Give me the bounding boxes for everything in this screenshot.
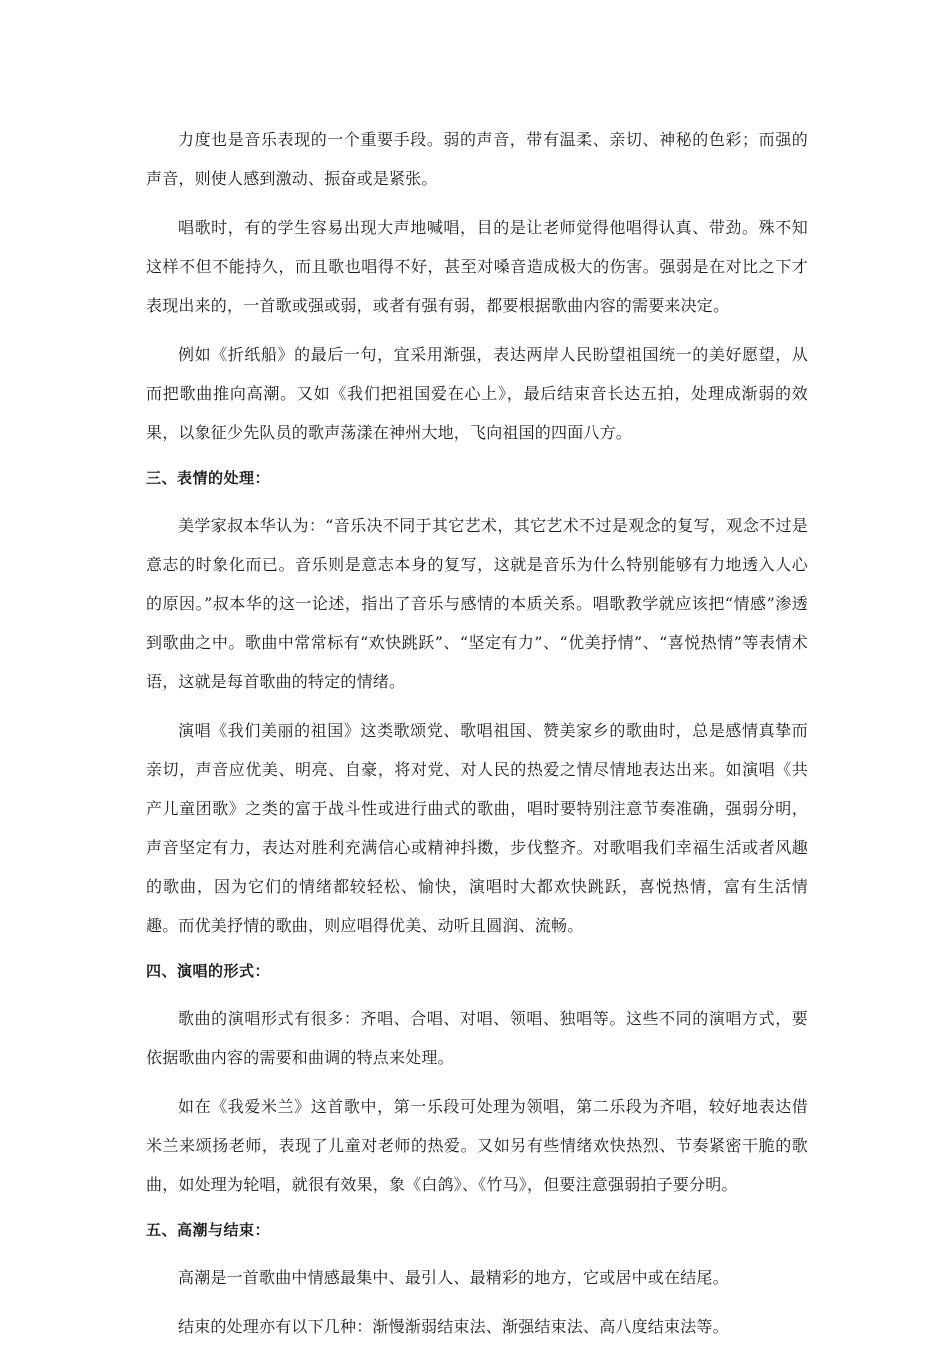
paragraph-schopenhauer: 美学家叔本华认为：“音乐决不同于其它艺术，其它艺术不过是观念的复写，观念不过是意志的时象化而已。音乐则是意志本身的复写，这就是音乐为什么特别能够有力地透入人心的原因。”叔本华的这一论述，指出了音乐与感情的本质关系。唱歌教学就应该把“情感”渗透到歌曲之中。歌曲中常常标有“欢快跳跃”、“坚定有力”、“优美抒情”、“喜悦热情”等表情术语，这就是每首歌曲的特定的情绪。 [146, 516, 808, 691]
paragraph-song-emotions: 演唱《我们美丽的祖国》这类歌颂党、歌唱祖国、赞美家乡的歌曲时，总是感情真挚而亲切，声音应优美、明亮、自豪，将对党、对人民的热爱之情尽情地表达出来。如演唱《共产儿童团歌》之类的富于战斗性或进行曲式的歌曲，唱时要特别注意节奏准确，强弱分明，声音坚定有力，表达对胜利充满信心或精神抖擞，步伐整齐。对歌唱我们幸福生活或者风趣的歌曲，因为它们的情绪都较轻松、愉快，演唱时大都欢快跳跃，喜悦热情，富有生活情趣。而优美抒情的歌曲，则应唱得优美、动听且圆润、流畅。 [146, 721, 808, 935]
paragraph-performance-examples: 如在《我爱米兰》这首歌中，第一乐段可处理为领唱，第二乐段为齐唱，较好地表达借米兰来颂扬老师，表现了儿童对老师的热爱。又如另有些情绪欢快热烈、节奏紧密干脆的歌曲，如处理为轮唱，就很有效果，象《白鸽》、《竹马》，但要注意强弱拍子要分明。 [146, 1097, 808, 1194]
paragraph-dynamics-intro: 力度也是音乐表现的一个重要手段。弱的声音，带有温柔、亲切、神秘的色彩；而强的声音，则使人感到激动、振奋或是紧张。 [146, 130, 808, 188]
section-heading-performance-form: 四、演唱的形式： [146, 962, 271, 980]
section-heading-climax-ending: 五、高潮与结束： [146, 1221, 271, 1239]
paragraph-climax: 高潮是一首歌曲中情感最集中、最引人、最精彩的地方，它或居中或在结尾。 [178, 1268, 729, 1287]
paragraph-shouting-singing: 唱歌时，有的学生容易出现大声地喊唱，目的是让老师觉得他唱得认真、带劲。殊不知这样不但不能持久，而且歌也唱得不好，甚至对嗓音造成极大的伤害。强弱是在对比之下才表现出来的，一首歌或强或弱，或者有强有弱，都要根据歌曲内容的需要来决定。 [146, 218, 808, 315]
paragraph-ending-methods: 结束的处理亦有以下几种：渐慢渐弱结束法、渐强结束法、高八度结束法等。 [178, 1317, 729, 1336]
paragraph-performance-forms: 歌曲的演唱形式有很多：齐唱、合唱、对唱、领唱、独唱等。这些不同的演唱方式，要依据歌曲内容的需要和曲调的特点来处理。 [146, 1009, 808, 1067]
paragraph-dynamics-examples: 例如《折纸船》的最后一句，宜采用渐强，表达两岸人民盼望祖国统一的美好愿望，从而把歌曲推向高潮。又如《我们把祖国爱在心上》，最后结束音长达五拍，处理成渐弱的效果，以象征少先队员的歌声荡漾在神州大地，飞向祖国的四面八方。 [146, 345, 808, 442]
document-body [146, 120, 808, 1356]
section-heading-expression: 三、表情的处理： [146, 469, 271, 487]
